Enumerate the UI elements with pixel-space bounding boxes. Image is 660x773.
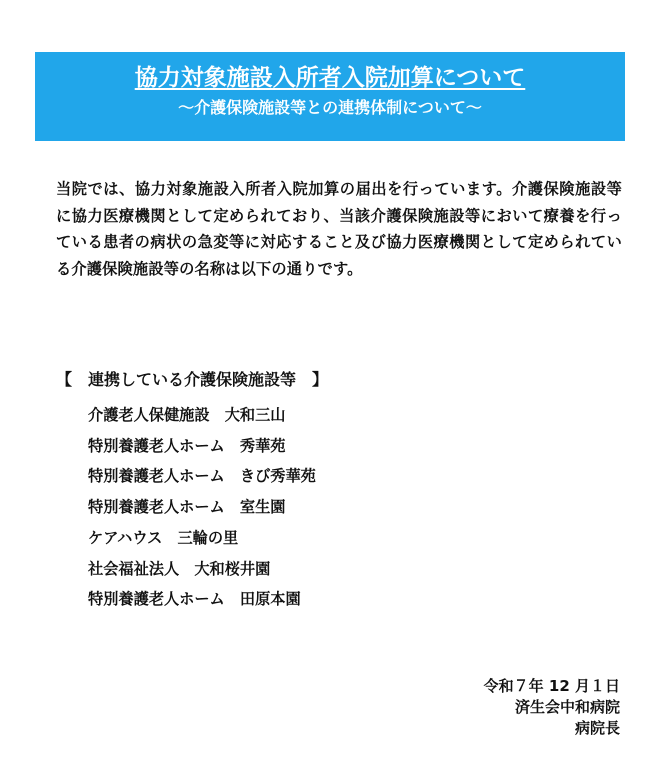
facility-item: 介護老人保健施設 大和三山	[88, 406, 286, 424]
facility-item: 特別養護老人ホーム 室生園	[88, 498, 286, 517]
signature-organization: 済生会中和病院	[514, 698, 620, 716]
intro-paragraph: 当院では、協力対象施設入所者入院加算の届出を行っています。介護保険施設等に協力医療機関として定められており、当該介護保険施設等において療養を行っている患者の病状の急変等に対応すること及び協力医療機関として定められている介護保険施設等の名称は以下の通りです。	[56, 180, 622, 278]
facility-section	[56, 366, 556, 615]
facility-heading: 【 連携している介護保険施設等 】	[56, 370, 329, 389]
page-title: 協力対象施設入所者入院加算について	[134, 65, 526, 91]
facility-item: ケアハウス 三輪の里	[88, 528, 239, 547]
page-subtitle: ～介護保険施設等との連携体制について～	[178, 98, 482, 117]
facility-item: 社会福祉法人 大和桜井園	[88, 559, 271, 578]
facility-item: 特別養護老人ホーム きび秀華苑	[88, 467, 316, 486]
facility-list	[56, 400, 556, 615]
facility-item: 特別養護老人ホーム 秀華苑	[88, 436, 286, 455]
signature-role: 病院長	[574, 719, 620, 737]
title-banner	[35, 52, 625, 141]
facility-item: 特別養護老人ホーム 田原本園	[88, 590, 301, 609]
signature-block	[484, 676, 620, 739]
signature-date: 令和７年 12 月１日	[483, 677, 620, 695]
